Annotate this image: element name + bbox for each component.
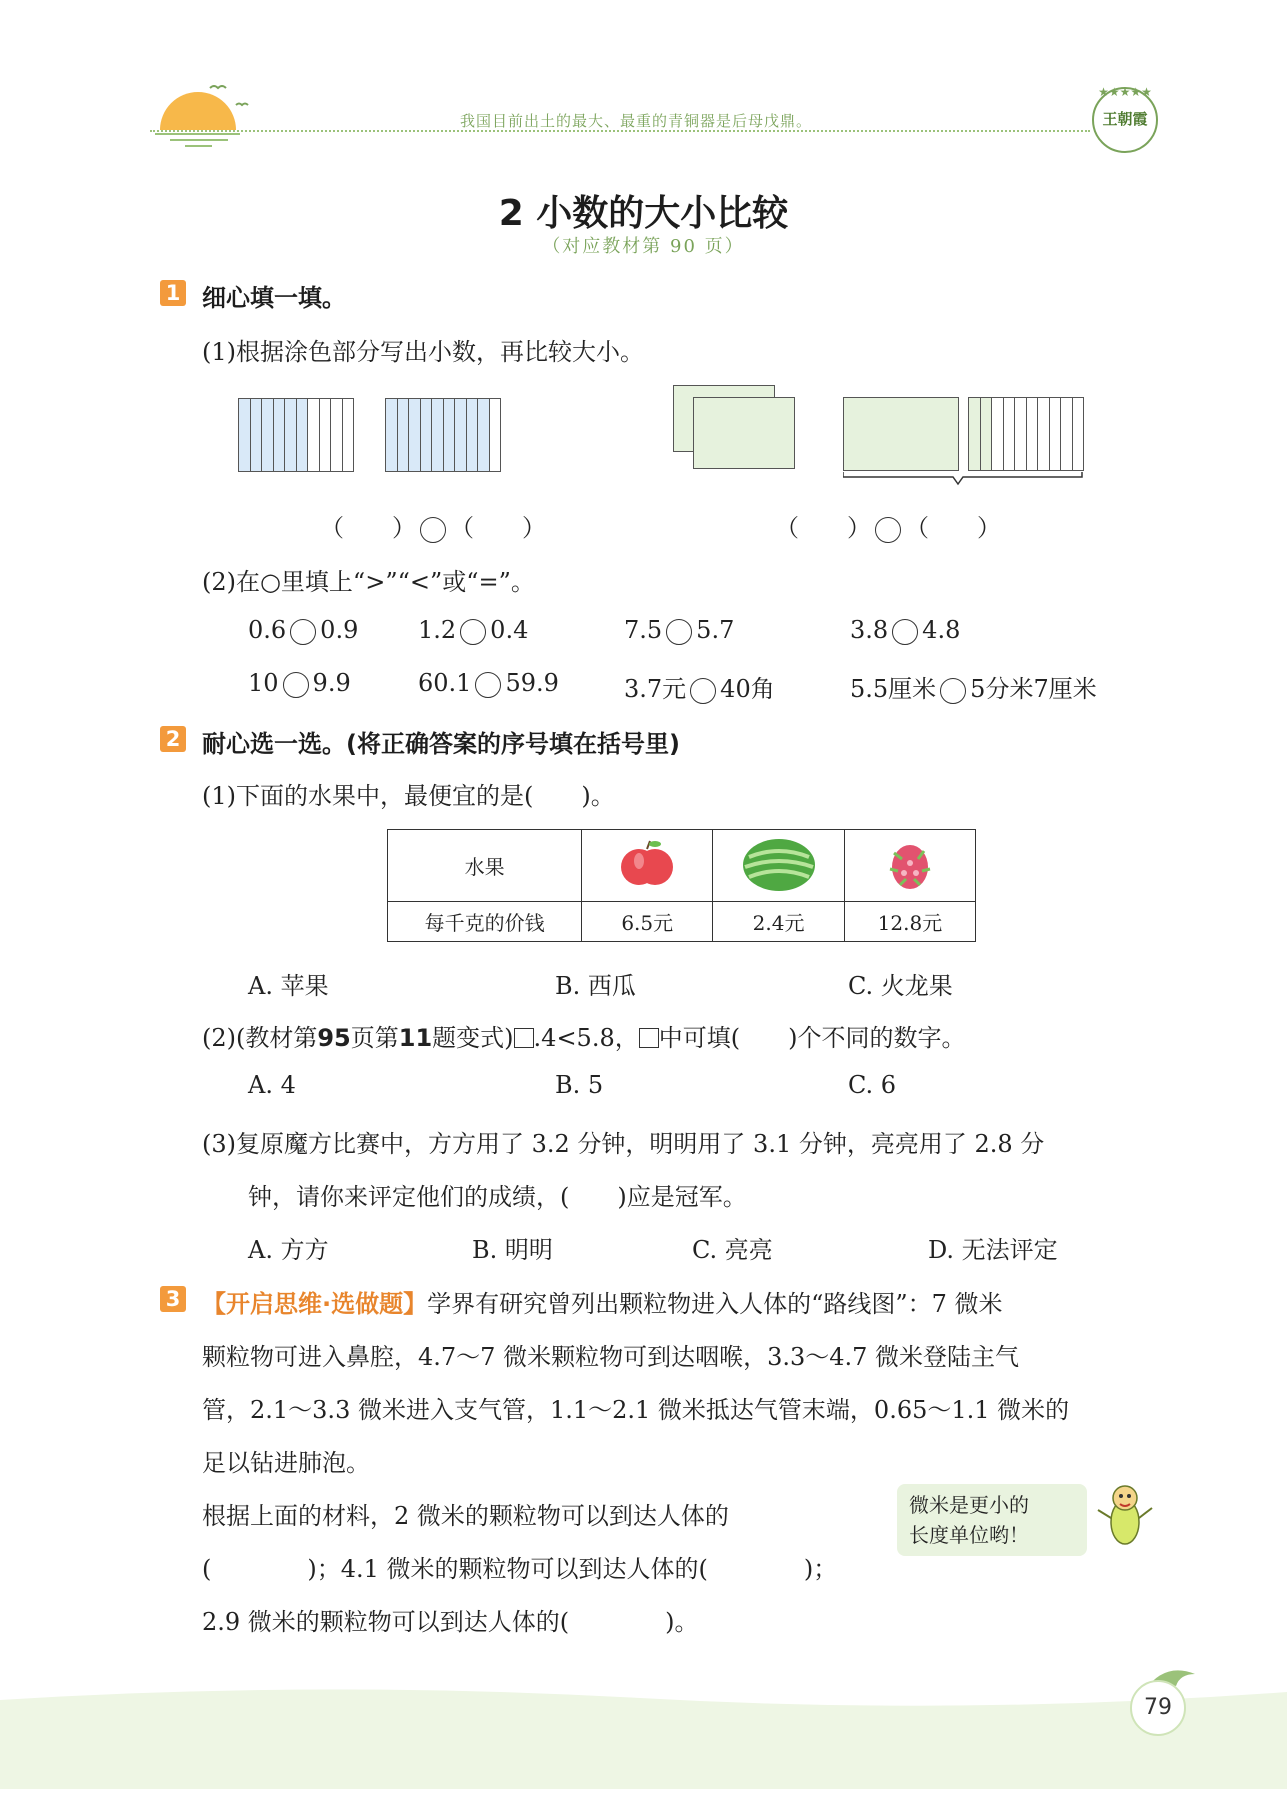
digit-box xyxy=(639,1028,659,1048)
table-label-fruit: 水果 xyxy=(388,830,582,902)
sun-logo xyxy=(150,70,270,150)
compare-circle[interactable] xyxy=(940,678,966,704)
q1-part2: (2)在○里填上“>”“<”或“=”。 xyxy=(202,568,535,596)
q3-line7: 2.9 微米的颗粒物可以到达人体的( )。 xyxy=(202,1608,699,1636)
compare-circle[interactable] xyxy=(420,517,446,543)
dragonfruit-cell xyxy=(844,830,975,902)
figure-tenths-c xyxy=(968,397,1084,471)
q2-heading: 耐心选一选。(将正确答案的序号填在括号里) xyxy=(202,730,680,758)
q1-part1: (1)根据涂色部分写出小数，再比较大小。 xyxy=(202,338,644,366)
q1-heading: 细心填一填。 xyxy=(202,284,346,312)
q2-part2: (2)(教材第95页第11题变式) .4<5.8， 中可填( )个不同的数字。 xyxy=(202,1024,966,1052)
q3-line1: 【开启思维·选做题】学界有研究曾列出颗粒物进入人体的“路线图”：7 微米 xyxy=(202,1290,1003,1318)
figure-tenths-b xyxy=(385,398,501,472)
watermelon-cell xyxy=(713,830,845,902)
compare-item: 5.5厘米 5分米7厘米 xyxy=(850,675,1097,703)
header-fact: 我国目前出土的最大、最重的青铜器是后母戊鼎。 xyxy=(460,112,813,130)
option-a[interactable]: A. 苹果 xyxy=(248,972,329,1000)
page-title: 2 小数的大小比较 xyxy=(498,193,789,234)
q3-tag: 【开启思维·选做题】 xyxy=(202,1290,428,1318)
figure-whole-c xyxy=(843,397,959,471)
compare-item: 3.7元 40角 xyxy=(624,675,775,703)
compare-circle[interactable] xyxy=(892,619,918,645)
blank[interactable]: （ ） xyxy=(450,514,546,542)
q3-number: 3 xyxy=(160,1286,186,1312)
option-d[interactable]: D. 无法评定 xyxy=(928,1236,1058,1264)
footer-wave xyxy=(0,1670,1287,1789)
blank[interactable]: （ ） xyxy=(320,514,416,542)
q3-line2: 颗粒物可进入鼻腔，4.7～7 微米颗粒物可到达咽喉，3.3～4.7 微米登陆主气 xyxy=(202,1343,1020,1371)
price-dragonfruit: 12.8元 xyxy=(844,902,975,942)
q2-part3-line1: (3)复原魔方比赛中，方方用了 3.2 分钟，明明用了 3.1 分钟，亮亮用了 2.8 分 xyxy=(202,1130,1045,1158)
compare-circle[interactable] xyxy=(666,619,692,645)
q2-part3-line2: 钟，请你来评定他们的成绩，( )应是冠军。 xyxy=(248,1183,747,1211)
compare-circle[interactable] xyxy=(290,619,316,645)
compare-item: 7.5 5.7 xyxy=(624,616,735,644)
dragon-fruit-icon xyxy=(880,833,940,893)
q1-blank-row-2 xyxy=(775,508,1001,543)
compare-item: 60.1 59.9 xyxy=(418,669,559,697)
q2-part1: (1)下面的水果中，最便宜的是( )。 xyxy=(202,782,615,810)
brand-badge xyxy=(1085,78,1165,158)
figure-brace xyxy=(843,470,1083,488)
compare-item: 0.6 0.9 xyxy=(248,616,359,644)
compare-circle[interactable] xyxy=(690,678,716,704)
apple-icon xyxy=(617,833,677,893)
option-a[interactable]: A. 方方 xyxy=(248,1236,329,1264)
price-apple: 6.5元 xyxy=(582,902,713,942)
compare-item: 3.8 4.8 xyxy=(850,616,961,644)
compare-circle[interactable] xyxy=(460,619,486,645)
option-c[interactable]: C. 6 xyxy=(848,1071,897,1099)
q3-line3: 管，2.1～3.3 微米进入支气管，1.1～2.1 微米抵达气管末端，0.65～1.1 微米的 xyxy=(202,1396,1070,1424)
figure-tenths-a xyxy=(238,398,354,472)
hint-line-1: 微米是更小的 xyxy=(909,1493,1029,1517)
hint-line-2: 长度单位哟！ xyxy=(909,1523,1029,1547)
option-b[interactable]: B. 明明 xyxy=(472,1236,553,1264)
compare-item: 1.2 0.4 xyxy=(418,616,529,644)
option-a[interactable]: A. 4 xyxy=(248,1071,296,1099)
page-subtitle: （对应教材第 90 页） xyxy=(542,236,745,257)
q1-blank-row-1 xyxy=(320,508,546,543)
option-b[interactable]: B. 5 xyxy=(555,1071,604,1099)
brand-text: 王朝霞 xyxy=(1102,110,1148,128)
apple-cell xyxy=(582,830,713,902)
compare-circle[interactable] xyxy=(875,517,901,543)
watermelon-icon xyxy=(739,833,819,893)
compare-item: 10 9.9 xyxy=(248,669,351,697)
compare-circle[interactable] xyxy=(475,672,501,698)
q3-line5: 根据上面的材料，2 微米的颗粒物可以到达人体的 xyxy=(202,1502,729,1530)
figure-whole-front xyxy=(693,397,795,469)
option-c[interactable]: C. 亮亮 xyxy=(692,1236,773,1264)
page-number: 79 xyxy=(1130,1680,1186,1736)
sun-icon xyxy=(150,70,270,150)
q2-number: 2 xyxy=(160,726,186,752)
q1-number: 1 xyxy=(160,280,186,306)
mascot xyxy=(1090,1474,1160,1554)
fruit-price-table xyxy=(387,829,976,942)
svg-text:★★★★★: ★★★★★ xyxy=(1098,85,1152,99)
hint-bubble xyxy=(897,1484,1087,1556)
compare-circle[interactable] xyxy=(283,672,309,698)
table-label-price: 每千克的价钱 xyxy=(388,902,582,942)
blank[interactable]: （ ） xyxy=(775,514,871,542)
mascot-icon xyxy=(1090,1474,1160,1554)
price-watermelon: 2.4元 xyxy=(713,902,845,942)
option-b[interactable]: B. 西瓜 xyxy=(555,972,636,1000)
q3-line4: 足以钻进肺泡。 xyxy=(202,1449,370,1477)
option-c[interactable]: C. 火龙果 xyxy=(848,972,953,1000)
blank[interactable]: （ ） xyxy=(905,514,1001,542)
q3-line6: ( )；4.1 微米的颗粒物可以到达人体的( )； xyxy=(202,1555,838,1583)
digit-box xyxy=(514,1028,534,1048)
